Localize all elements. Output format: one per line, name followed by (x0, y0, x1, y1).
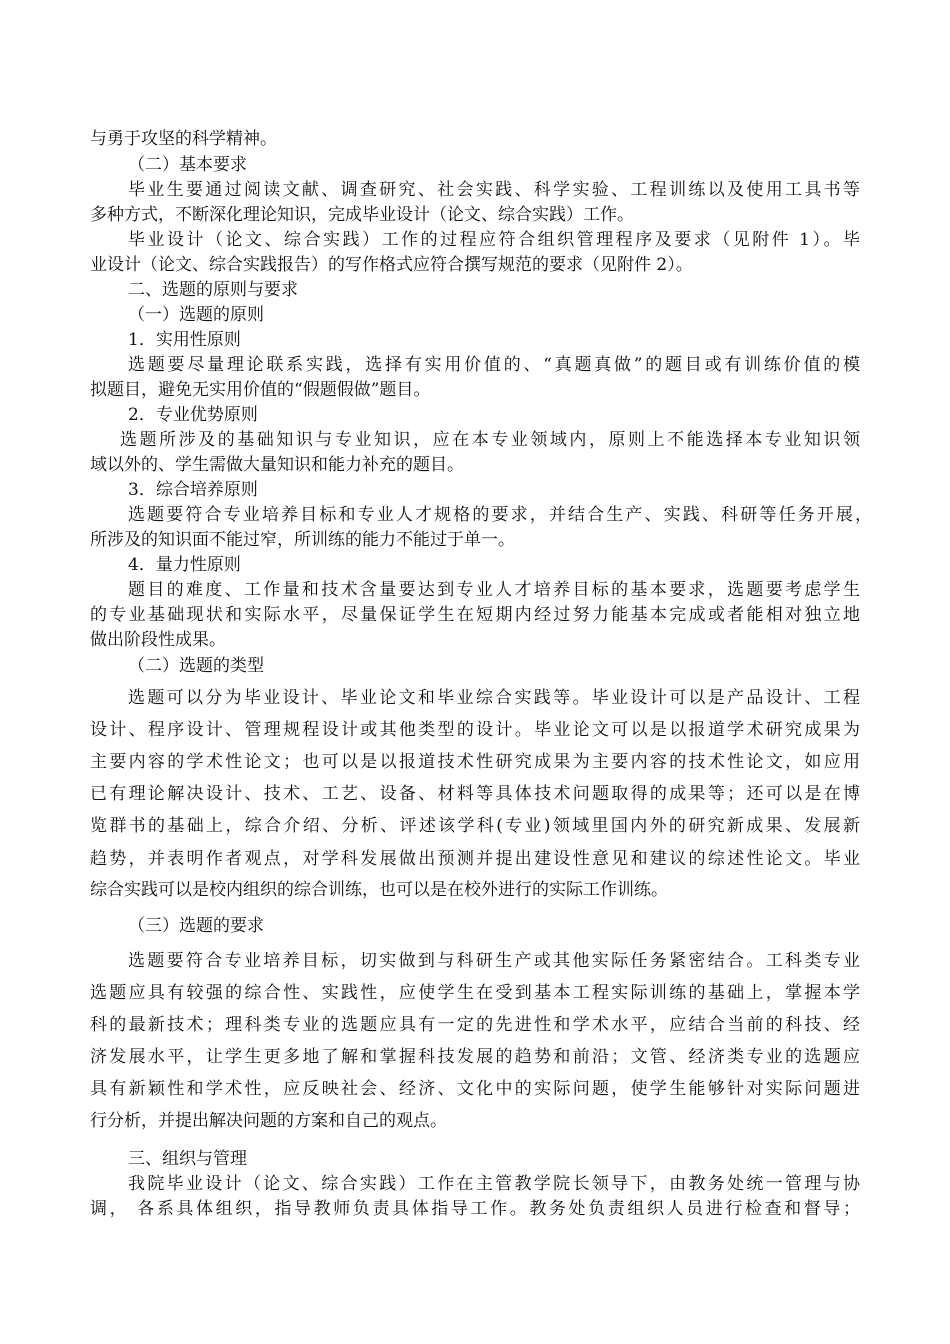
text-line: 毕业设计（论文、综合实践）工作的过程应符合组织管理程序及要求（见附件 1）。毕 (128, 230, 860, 250)
text-line: 所涉及的知识面不能过窄，所训练的能力不能过于单一。 (90, 530, 515, 550)
text-line: 选题要尽量理论联系实践，选择有实用价值的、“真题真做”的题目或有训练价值的模 (128, 355, 860, 375)
section-heading: 1．实用性原则 (128, 330, 241, 350)
text-line: 拟题目，避免无实用价值的“假题假做”题目。 (90, 380, 431, 400)
text-line: 科的最新技术；理科类专业的选题应具有一定的先进性和学术水平，应结合当前的科技、经 (90, 1015, 860, 1035)
section-heading: 3．综合培养原则 (128, 480, 258, 500)
text-line: 与勇于攻坚的科学精神。 (90, 129, 277, 149)
text-line: 选题应具有较强的综合性、实践性，应使学生在受到基本工程实际训练的基础上，掌握本学 (90, 983, 860, 1003)
text-line: 域以外的、学生需做大量知识和能力补充的题目。 (90, 455, 464, 475)
section-heading: （二）选题的类型 (128, 656, 264, 676)
text-line: 做出阶段性成果。 (90, 630, 226, 650)
text-line: 选题所涉及的基础知识与专业知识，应在本专业领域内，原则上不能选择本专业知识领 (120, 430, 860, 450)
text-line: 的专业基础现状和实际水平，尽量保证学生在短期内经过努力能基本完成或者能相对独立地 (90, 605, 860, 625)
section-heading: 2．专业优势原则 (128, 405, 258, 425)
text-line: 选题要符合专业培养目标，切实做到与科研生产或其他实际任务紧密结合。工科类专业 (128, 951, 860, 971)
text-line: 题目的难度、工作量和技术含量要达到专业人才培养目标的基本要求，选题要考虑学生 (128, 580, 860, 600)
section-heading: （三）选题的要求 (128, 916, 264, 936)
text-line: 业设计（论文、综合实践报告）的写作格式应符合撰写规范的要求（见附件 2）。 (90, 255, 693, 275)
text-line: 选题可以分为毕业设计、毕业论文和毕业综合实践等。毕业设计可以是产品设计、工程 (128, 688, 860, 708)
text-line: 毕业生要通过阅读文献、调查研究、社会实践、科学实验、工程训练以及使用工具书等 (128, 180, 860, 200)
text-line: 设计、程序设计、管理规程设计或其他类型的设计。毕业论文可以是以报道学术研究成果为 (90, 720, 860, 740)
text-line: 趋势，并表明作者观点，对学科发展做出预测并提出建设性意见和建议的综述性论文。毕业 (90, 849, 860, 869)
section-heading: 4．量力性原则 (128, 555, 241, 575)
section-heading: （一）选题的原则 (128, 305, 264, 325)
text-line: 已有理论解决设计、技术、工艺、设备、材料等具体技术问题取得的成果等；还可以是在博 (90, 784, 860, 804)
text-line: 综合实践可以是校内组织的综合训练，也可以是在校外进行的实际工作训练。 (90, 880, 668, 900)
text-line: 具有新颖性和学术性，应反映社会、经济、文化中的实际问题，使学生能够针对实际问题进 (90, 1079, 860, 1099)
text-line: 选题要符合专业培养目标和专业人才规格的要求，并结合生产、实践、科研等任务开展， (128, 505, 872, 525)
section-heading: 二、选题的原则与要求 (128, 280, 298, 300)
section-heading: 三、组织与管理 (128, 1149, 247, 1169)
text-line: 览群书的基础上，综合介绍、分析、评述该学科(专业)领域里国内外的研究新成果、发展新 (90, 816, 860, 836)
text-line: 我院毕业设计（论文、综合实践）工作在主管教学院长领导下，由教务处统一管理与协 (128, 1174, 860, 1194)
text-line: 主要内容的学术性论文；也可以是以报道技术性研究成果为主要内容的技术性论文，如应用 (90, 752, 860, 772)
text-line: 多种方式，不断深化理论知识，完成毕业设计（论文、综合实践）工作。 (90, 205, 634, 225)
text-line: 调， 各系具体组织，指导教师负责具体指导工作。教务处负责组织人员进行检查和督导； (90, 1199, 860, 1219)
section-heading: （二）基本要求 (128, 155, 247, 175)
text-line: 行分析，并提出解决问题的方案和自己的观点。 (90, 1111, 447, 1131)
text-line: 济发展水平，让学生更多地了解和掌握科技发展的趋势和前沿；文管、经济类专业的选题应 (90, 1047, 860, 1067)
